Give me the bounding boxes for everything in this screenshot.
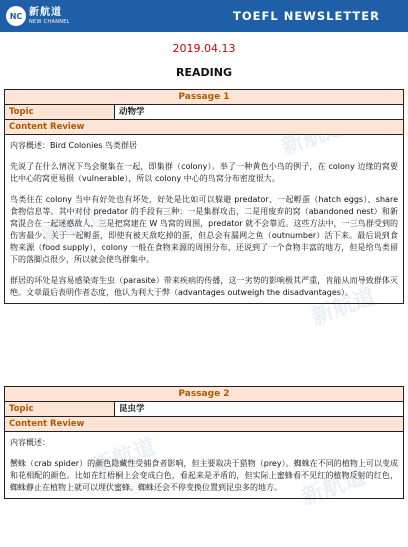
summary-paragraph: 群居的坏处是容易感染寄生虫（parasite）带来疾病的传播，这一劣势的影响极其严重，肯能从而导致群体灭绝。文章最后表明作者态度，他认为利大于弊（advantages outweigh the disadvantages）。 [10, 276, 398, 297]
summary-paragraph: 鸟类住在 colony 当中有好处也有坏处，好处是比如可以躲避 predator、一起孵蛋（hatch eggs）、share 食物信息等。其中对付 predator 的手段有三种：一是集群攻击，二是用废弃的窝（abandoned nest）和新窝混合在一起迷惑敌人，三是把窝建在 W 鸟窝的周围，predator 就不会靠近。这些方法中，一三鸟群受到的伤害最少。关于一起孵蛋，即使有被天敌吃掉的蛋，但总会有漏网之鱼（outnumber）活下来。最后说到食物来源（food supply），colony 一般在食物来源的周围分布，还说到了一个食物丰富的地方，但是给鸟类留下的落脚点很少，所以就会使鸟群集中。 [10, 195, 398, 264]
content-review-label: Content Review [5, 120, 403, 135]
watermark-logo-icon: 新航道 [38, 204, 109, 251]
logo-badge-icon: NC [6, 6, 26, 26]
watermark-logo-icon: 新航道 [88, 434, 159, 481]
logo-chinese-name: 新航道 [29, 6, 62, 18]
topic-label: Topic [5, 402, 115, 416]
passage-title: Passage 1 [5, 90, 403, 105]
content-review-label: Content Review [5, 417, 403, 432]
watermark-logo-icon: 新航道 [298, 464, 369, 511]
summary-paragraph: 先说了在什么情况下鸟会聚集在一起，即集群（colony）。举了一种黄色小鸟的例子，在 colony 边缘的窝要比中心的窝更易损（vulnerable），所以 colony 中心的鸟窝分布密度很大。 [10, 162, 398, 183]
passage-topic-row [5, 105, 403, 120]
summary-paragraph: 内容概述： [10, 438, 50, 447]
issue-date: 2019.04.13 [172, 42, 236, 55]
topic-value: 昆虫学 [115, 402, 403, 416]
logo-english-name: NEW CHANNEL [29, 18, 70, 25]
summary-paragraph: 内容概述：Bird Colonies 鸟类群居 [10, 141, 138, 150]
watermark-logo-icon: 新航道 [308, 284, 379, 331]
brand-logo [6, 5, 70, 27]
newsletter-header [0, 0, 408, 32]
summary-paragraph: 蟹蛛（crab spider）的颜色隐藏性受捕食者影响，但主要取决于猎物（prey）。蜘蛛在不同的植物上可以变成和花相配的颜色。比如在红梧桐上会变成白色，看起来是矛盾的，但实际上蜜蜂看不见红的植物反射的红色，蜘蛛静止在植物上就可以埋伏蜜蜂。蜘蛛还会不停变换位置到昆虫多的地方。 [10, 459, 398, 492]
passage-body [5, 432, 403, 498]
topic-label: Topic [5, 105, 115, 119]
passage-topic-row [5, 402, 403, 417]
watermark-logo-icon: 新航道 [278, 114, 349, 161]
passage-card [4, 89, 404, 304]
topic-value: 动物学 [115, 105, 403, 119]
passage-card [4, 386, 404, 499]
section-title: READING [176, 66, 232, 79]
passage-title: Passage 2 [5, 387, 403, 402]
newsletter-title: TOEFL NEWSLETTER [233, 9, 380, 23]
passage-body [5, 135, 403, 303]
